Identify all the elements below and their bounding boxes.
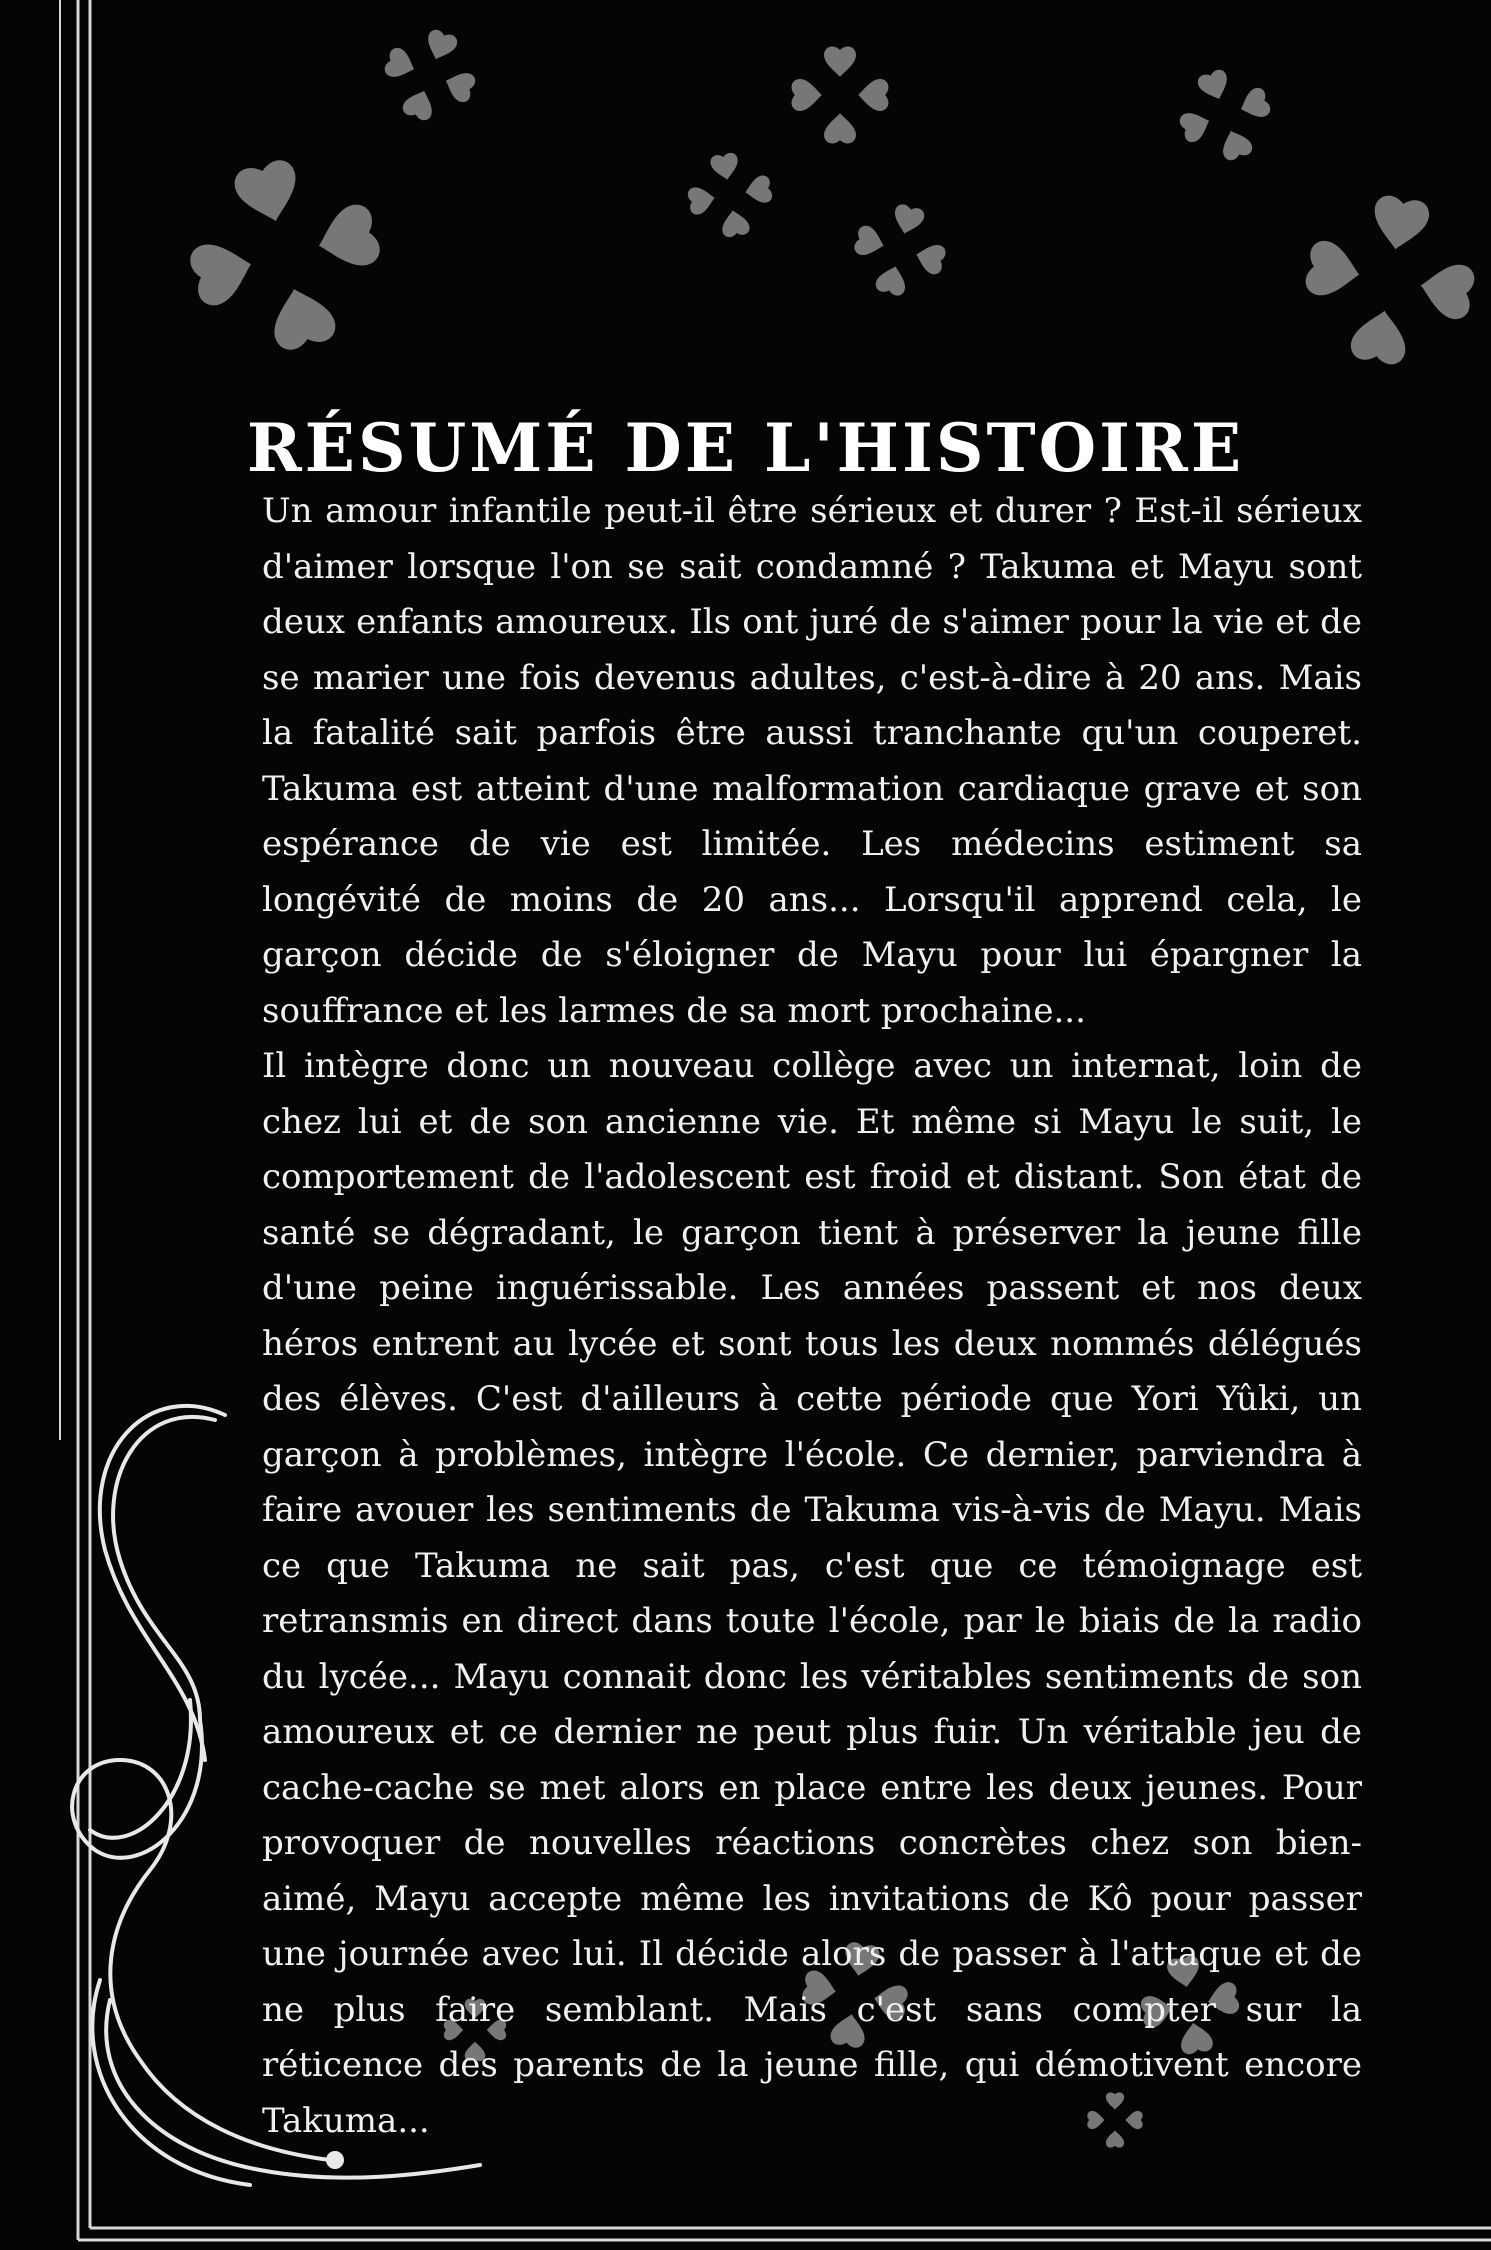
summary-paragraph: Un amour infantile peut-il être sérieux et durer ? Est-il sérieux d'aimer lorsque l'on se sait condamné ? Takuma et Mayu sont deux enfants amoureux. Ils ont juré de s'aimer pour la vie et de se marier une fois devenus adultes, c'est-à-dire à 20 ans. Mais la fatalité sait parfois être aussi tranchante qu'un couperet. Takuma est atteint d'une malformation cardiaque grave et son espérance de vie est limitée. Les médecins estiment sa longévité de moins de 20 ans... Lorsqu'il apprend cela, le garçon décide de s'éloigner de Mayu pour lui épargner la souffrance et les larmes de sa mort prochaine... (262, 491, 1362, 1031)
clover-icon (682, 147, 778, 243)
clover-icon (792, 47, 889, 144)
story-summary (262, 484, 1362, 2149)
clover-icon (1167, 57, 1282, 172)
summary-paragraph: Il intègre donc un nouveau collège avec un internat, loin de chez lui et de son ancienne vie. Et même si Mayu le suit, le comportement de l'adolescent est froid et distant. Son état de santé se dégradant, le garçon tient à préserver la jeune fille d'une peine inguérissable. Les années passent et nos deux héros entrent au lycée et sont tous les deux nommés délégués des élèves. C'est d'ailleurs à cette période que Yori Yûki, un garçon à problèmes, intègre l'école. Ce dernier, parviendra à faire avouer les sentiments de Takuma vis-à-vis de Mayu. Mais ce que Takuma ne sait pas, c'est que ce témoignage est retransmis en direct dans toute l'école, par le biais de la radio du lycée... Mayu connait donc les véritables sentiments de son amoureux et ce dernier ne peut plus fuir. Un véritable jeu de cache-cache se met alors en place entre les deux jeunes. Pour provoquer de nouvelles réactions concrètes chez son bien-aimé, Mayu accepte même les invitations de Kô pour passer une journée avec lui. Il décide alors de passer à l'attaque et de ne plus faire semblant. Mais c'est sans compter sur la réticence des parents de la jeune fille, qui démotivent encore Takuma... (262, 1046, 1362, 2141)
clover-icon (1294, 184, 1486, 376)
clover-icon (171, 141, 400, 370)
page-title: RÉSUMÉ DE L'HISTOIRE (246, 409, 1245, 488)
clover-icon (845, 195, 955, 305)
clover-icon (372, 17, 487, 132)
